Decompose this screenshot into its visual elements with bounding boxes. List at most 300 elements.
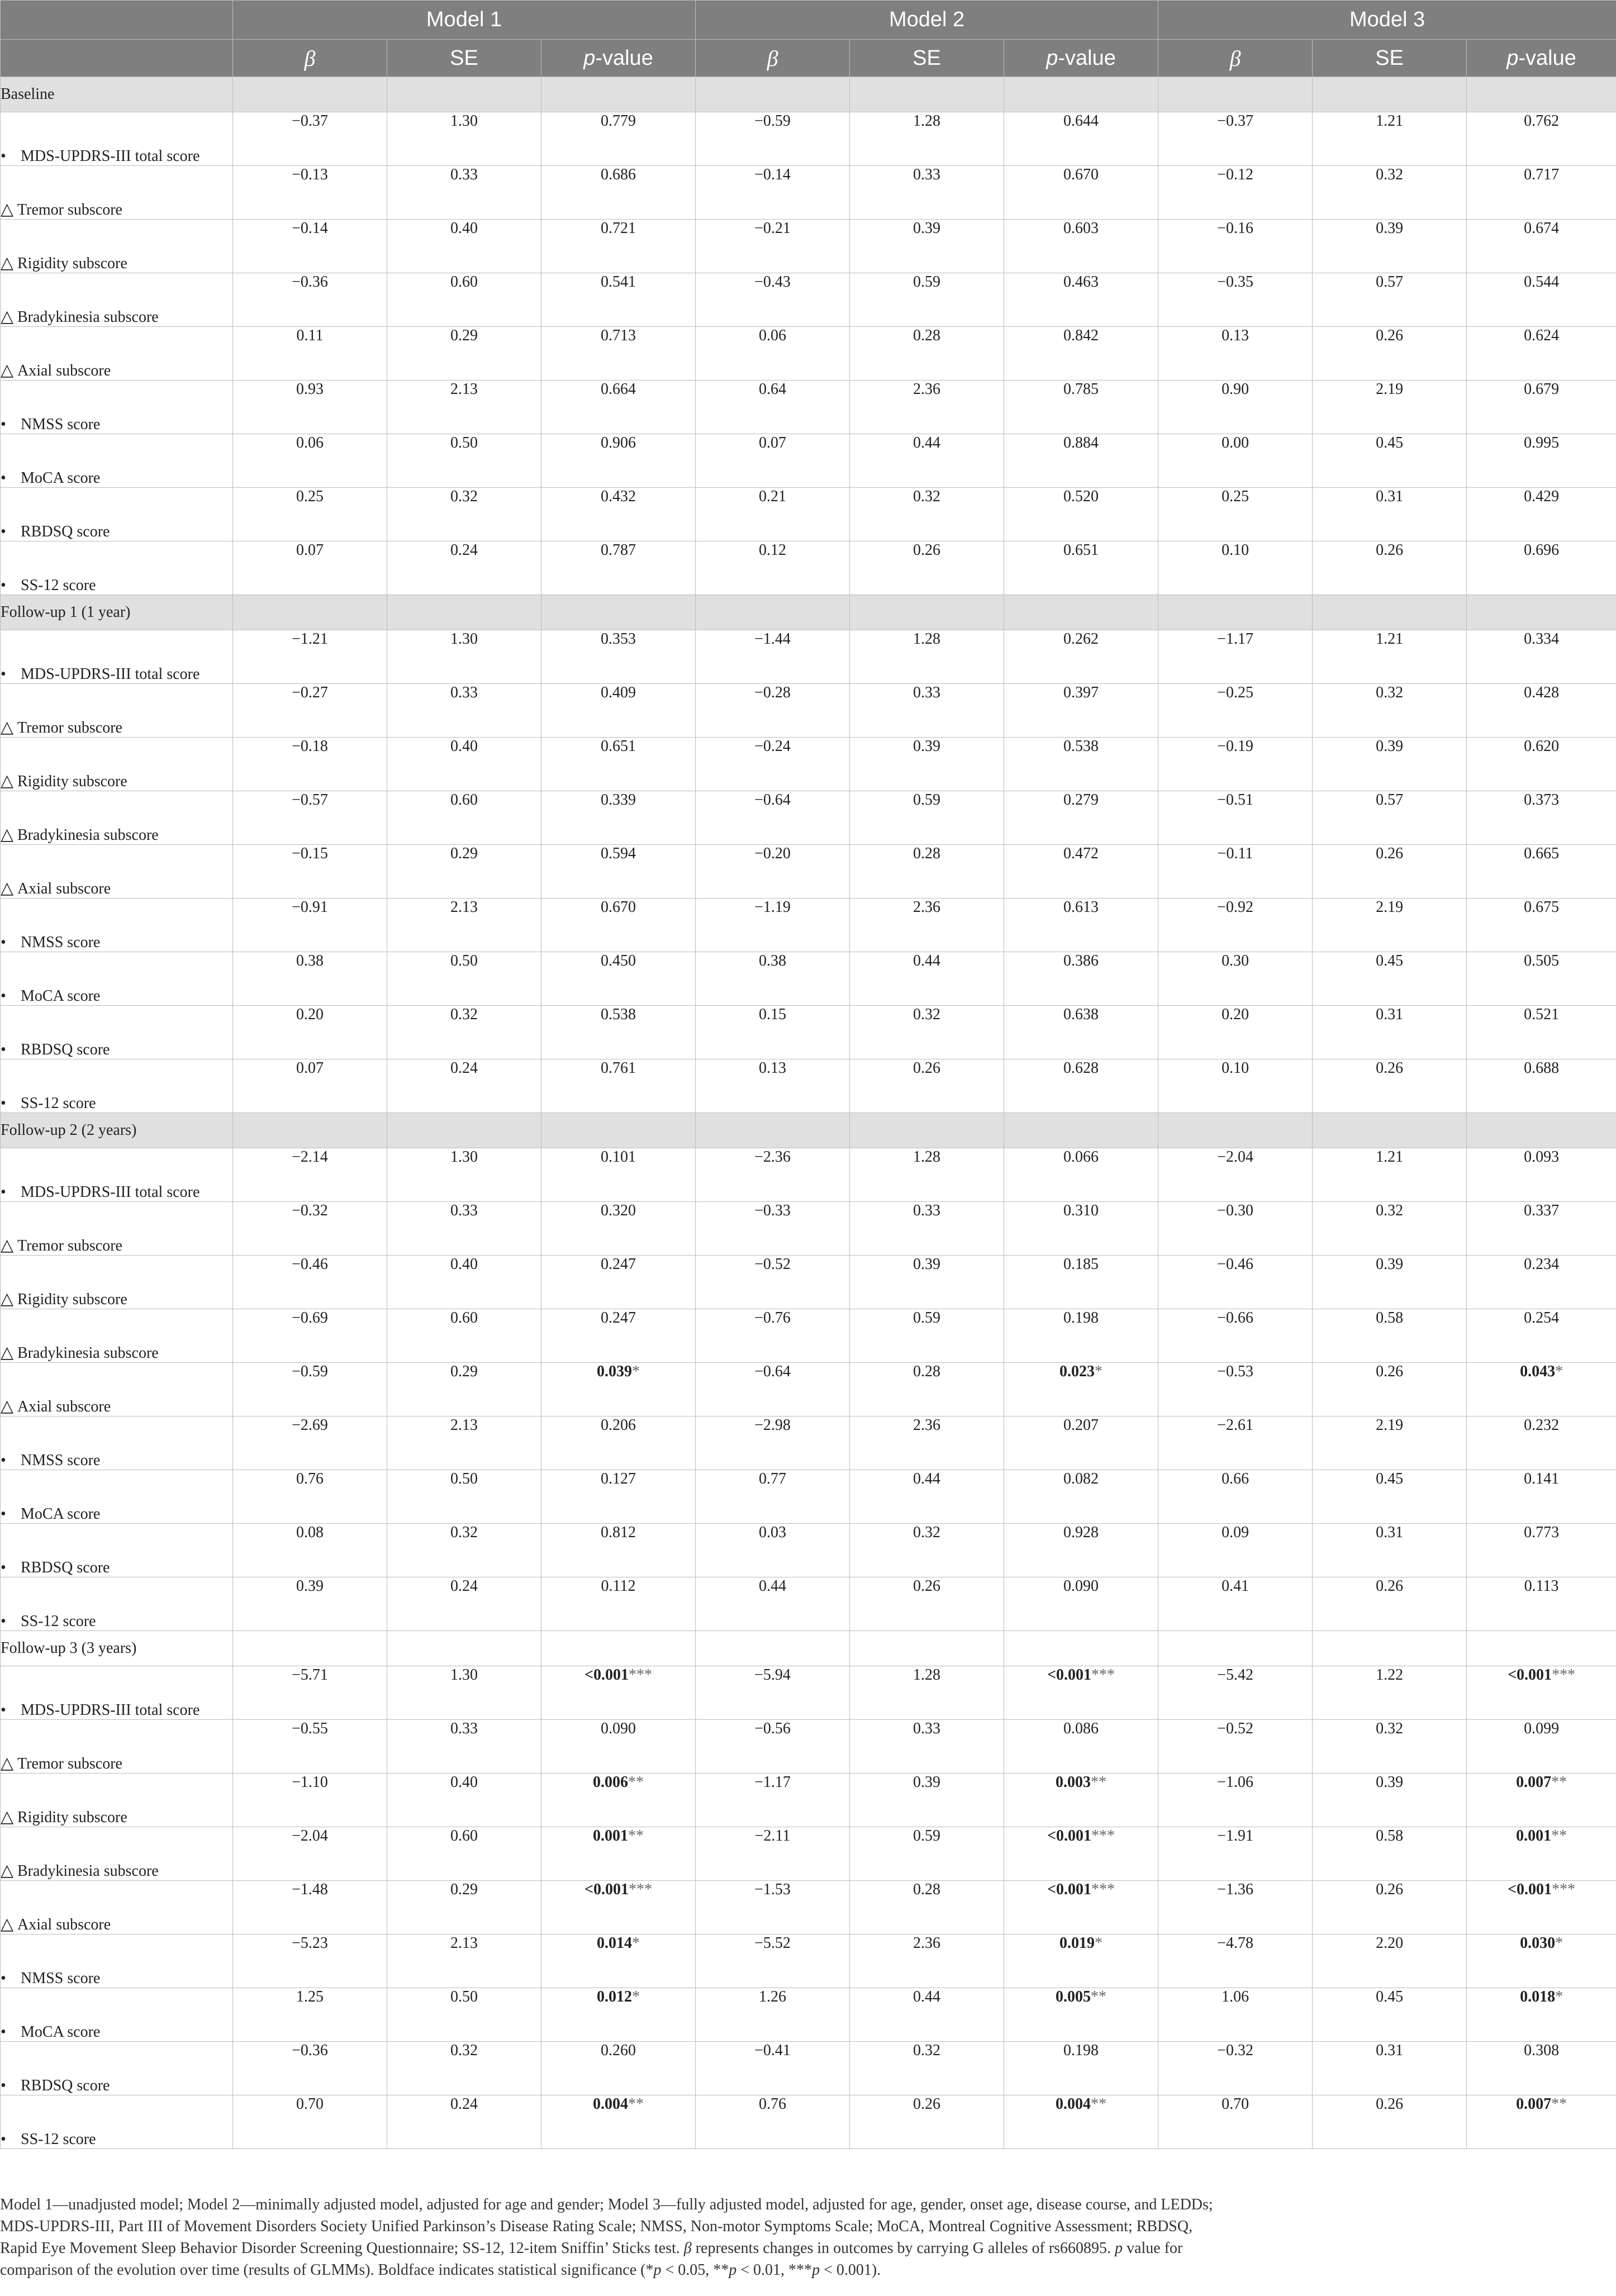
se-cell: 2.36 (850, 1416, 1004, 1470)
p-value-cell: 0.206 (541, 1416, 696, 1470)
beta-cell: 0.66 (1158, 1470, 1313, 1524)
table-row (1, 2042, 1616, 2095)
beta-cell: −1.44 (696, 630, 850, 684)
significance-stars: * (1555, 1988, 1563, 2005)
row-label (1, 791, 233, 845)
se-cell: 1.28 (850, 112, 1004, 166)
p-value-cell (541, 1827, 696, 1881)
se-cell: 2.13 (387, 899, 541, 952)
significance-stars: * (632, 1363, 640, 1380)
table-row (1, 1720, 1616, 1774)
row-label-text: Rigidity subscore (17, 773, 127, 790)
beta-cell: −1.19 (696, 899, 850, 952)
beta-cell: −0.13 (233, 166, 387, 220)
bullet-icon: • (1, 934, 6, 951)
p-value-significant: 0.004 (593, 2095, 629, 2113)
se-cell: 0.39 (1313, 1256, 1467, 1309)
significance-stars: ** (1091, 2095, 1107, 2113)
se-cell: 0.45 (1313, 1988, 1467, 2042)
triangle-icon: △ (1, 254, 14, 272)
se-cell: 0.29 (387, 1363, 541, 1416)
section-filler-cell (1313, 77, 1467, 112)
p-value-header: p-value (1004, 40, 1158, 77)
section-filler-cell (850, 1631, 1004, 1666)
table-row (1, 1006, 1616, 1059)
se-cell: 2.19 (1313, 899, 1467, 952)
se-cell: 0.24 (387, 541, 541, 595)
p-value-cell (1467, 2095, 1616, 2149)
beta-cell: 0.08 (233, 1524, 387, 1577)
p-value-cell: 0.198 (1004, 1309, 1158, 1363)
row-label (1, 1006, 233, 1059)
row-label-text: MoCA score (21, 2023, 101, 2041)
table-row (1, 1202, 1616, 1256)
beta-cell: 0.03 (696, 1524, 850, 1577)
section-filler-cell (233, 77, 387, 112)
row-label-text: RBDSQ score (21, 523, 110, 540)
row-label (1, 273, 233, 327)
row-label-text: Bradykinesia subscore (17, 308, 159, 326)
se-cell: 0.44 (850, 1988, 1004, 2042)
se-cell: 0.28 (850, 1363, 1004, 1416)
se-cell: 1.22 (1313, 1666, 1467, 1720)
se-cell: 0.44 (850, 952, 1004, 1006)
se-cell: 0.39 (1313, 1774, 1467, 1827)
p-value-cell: 0.247 (541, 1256, 696, 1309)
beta-cell: 0.10 (1158, 1059, 1313, 1113)
model-2-header: Model 2 (696, 1, 1158, 40)
row-label-text: Bradykinesia subscore (17, 1344, 159, 1362)
p-value-cell: 0.082 (1004, 1470, 1158, 1524)
p-value-cell: 0.308 (1467, 2042, 1616, 2095)
p-value-cell: 0.812 (541, 1524, 696, 1577)
beta-cell: 0.77 (696, 1470, 850, 1524)
p-value-significant: <0.001 (584, 1881, 629, 1898)
se-cell: 1.21 (1313, 630, 1467, 684)
se-cell: 0.45 (1313, 1470, 1467, 1524)
p-value-significant: <0.001 (1047, 1827, 1092, 1845)
beta-cell: −0.35 (1158, 273, 1313, 327)
section-filler-cell (233, 1113, 387, 1148)
p-value-cell: 0.113 (1467, 1577, 1616, 1631)
p-value-cell: 0.409 (541, 684, 696, 738)
row-label (1, 1416, 233, 1470)
se-cell: 0.60 (387, 1309, 541, 1363)
p-value-cell: 0.127 (541, 1470, 696, 1524)
row-label (1, 488, 233, 541)
row-label (1, 1470, 233, 1524)
se-cell: 0.24 (387, 1059, 541, 1113)
table-row (1, 1666, 1616, 1720)
significance-stars: ** (1551, 1827, 1567, 1845)
section-filler-cell (541, 595, 696, 630)
p-value-cell: 0.397 (1004, 684, 1158, 738)
triangle-icon: △ (1, 879, 14, 897)
se-cell: 0.40 (387, 220, 541, 273)
se-cell: 0.31 (1313, 1524, 1467, 1577)
beta-cell: −0.20 (696, 845, 850, 899)
beta-cell: 0.44 (696, 1577, 850, 1631)
se-cell: 1.30 (387, 1666, 541, 1720)
row-label-text: SS-12 score (21, 2131, 96, 2148)
se-cell: 0.32 (387, 1524, 541, 1577)
row-label-text: Axial subscore (17, 880, 111, 897)
se-cell: 2.36 (850, 899, 1004, 952)
beta-cell: 0.13 (696, 1059, 850, 1113)
bullet-icon: • (1, 416, 6, 433)
beta-cell: 0.06 (233, 434, 387, 488)
beta-cell: −0.56 (696, 1720, 850, 1774)
triangle-icon: △ (1, 1808, 14, 1826)
p-value-cell: 0.995 (1467, 434, 1616, 488)
section-filler-cell (1004, 1631, 1158, 1666)
table-row (1, 1934, 1616, 1988)
beta-header: β (304, 45, 316, 71)
p-value-cell: 0.101 (541, 1148, 696, 1202)
significance-stars: *** (1552, 1666, 1576, 1684)
row-label-text: RBDSQ score (21, 1041, 110, 1058)
beta-cell: 0.06 (696, 327, 850, 381)
p-value-cell: 0.603 (1004, 220, 1158, 273)
table-row (1, 1524, 1616, 1577)
table-row (1, 327, 1616, 381)
p-value-significant: 0.007 (1516, 1774, 1552, 1791)
se-cell: 0.32 (1313, 684, 1467, 738)
row-label (1, 1934, 233, 1988)
se-cell: 0.59 (850, 791, 1004, 845)
beta-cell: −0.21 (696, 220, 850, 273)
section-header-row (1, 1113, 1616, 1148)
beta-cell: 0.25 (233, 488, 387, 541)
p-value-cell: 0.320 (541, 1202, 696, 1256)
beta-cell: −0.59 (233, 1363, 387, 1416)
beta-cell: −0.30 (1158, 1202, 1313, 1256)
bullet-icon: • (1, 1183, 6, 1201)
section-filler-cell (1158, 77, 1313, 112)
beta-cell: −5.42 (1158, 1666, 1313, 1720)
p-value-cell: 0.779 (541, 112, 696, 166)
se-header: SE (387, 40, 541, 77)
p-value-cell (1004, 1666, 1158, 1720)
section-filler-cell (1004, 1113, 1158, 1148)
se-cell: 0.29 (387, 845, 541, 899)
row-label-text: MoCA score (21, 1505, 101, 1523)
section-filler-cell (1313, 1631, 1467, 1666)
se-cell: 0.32 (1313, 1202, 1467, 1256)
row-label (1, 1827, 233, 1881)
se-cell: 1.21 (1313, 112, 1467, 166)
model-header-row (1, 1, 1616, 40)
p-value-cell: 0.713 (541, 327, 696, 381)
p-value-significant: 0.006 (593, 1774, 629, 1791)
p-value-cell: 0.670 (1004, 166, 1158, 220)
p-value-cell: 0.688 (1467, 1059, 1616, 1113)
beta-cell: −2.98 (696, 1416, 850, 1470)
se-cell: 0.32 (387, 1006, 541, 1059)
se-cell: 0.33 (387, 684, 541, 738)
bullet-icon: • (1, 1505, 6, 1523)
bullet-icon: • (1, 1970, 6, 1987)
p-value-cell: 0.472 (1004, 845, 1158, 899)
p-value-cell: 0.254 (1467, 1309, 1616, 1363)
significance-stars: ** (628, 1774, 644, 1791)
triangle-icon: △ (1, 307, 14, 326)
bullet-icon: • (1, 2023, 6, 2041)
table-body (1, 77, 1616, 2149)
beta-cell: 0.30 (1158, 952, 1313, 1006)
beta-cell: −0.36 (233, 2042, 387, 2095)
se-cell: 0.32 (850, 1006, 1004, 1059)
beta-cell: 0.10 (1158, 541, 1313, 595)
beta-cell: −0.12 (1158, 166, 1313, 220)
triangle-icon: △ (1, 825, 14, 844)
se-cell: 0.33 (850, 1720, 1004, 1774)
bullet-icon: • (1, 148, 6, 165)
se-cell: 0.28 (850, 845, 1004, 899)
p-value-cell: 0.679 (1467, 381, 1616, 434)
beta-cell: −0.41 (696, 2042, 850, 2095)
beta-cell: 0.20 (233, 1006, 387, 1059)
row-label-text: Rigidity subscore (17, 255, 127, 272)
se-cell: 0.26 (1313, 2095, 1467, 2149)
p-value-cell: 0.928 (1004, 1524, 1158, 1577)
p-value-cell: 0.262 (1004, 630, 1158, 684)
section-filler-cell (387, 595, 541, 630)
table-row (1, 1774, 1616, 1827)
se-cell: 0.39 (850, 1256, 1004, 1309)
beta-cell: −0.18 (233, 738, 387, 791)
p-value-cell (1004, 1827, 1158, 1881)
table-row (1, 738, 1616, 791)
beta-cell: −0.36 (233, 273, 387, 327)
section-filler-cell (850, 1113, 1004, 1148)
triangle-icon: △ (1, 361, 14, 379)
p-value-cell (1004, 1881, 1158, 1934)
p-value-cell: 0.099 (1467, 1720, 1616, 1774)
row-label (1, 220, 233, 273)
row-label-text: RBDSQ score (21, 1559, 110, 1576)
row-label (1, 630, 233, 684)
p-value-significant: 0.004 (1056, 2095, 1091, 2113)
beta-cell: −0.14 (233, 220, 387, 273)
model-1-header: Model 1 (233, 1, 696, 40)
significance-stars: * (1555, 1934, 1563, 1952)
significance-stars: *** (1091, 1666, 1115, 1684)
triangle-icon: △ (1, 772, 14, 790)
se-cell: 0.26 (850, 1059, 1004, 1113)
se-cell: 0.50 (387, 1988, 541, 2042)
p-value-cell: 0.247 (541, 1309, 696, 1363)
p-value-significant: 0.030 (1520, 1934, 1556, 1952)
se-cell: 0.33 (850, 166, 1004, 220)
se-cell: 0.32 (1313, 166, 1467, 220)
row-label (1, 541, 233, 595)
row-label (1, 1309, 233, 1363)
p-value-cell: 0.644 (1004, 112, 1158, 166)
bullet-icon: • (1, 523, 6, 540)
beta-cell: 0.07 (696, 434, 850, 488)
p-value-significant: 0.039 (597, 1363, 633, 1380)
se-cell: 0.31 (1313, 488, 1467, 541)
beta-cell: −0.53 (1158, 1363, 1313, 1416)
table-row (1, 488, 1616, 541)
p-value-significant: 0.001 (593, 1827, 629, 1845)
section-filler-cell (387, 1113, 541, 1148)
table-row (1, 1577, 1616, 1631)
p-value-cell: 0.538 (1004, 738, 1158, 791)
section-filler-cell (850, 595, 1004, 630)
row-label (1, 2042, 233, 2095)
p-value-cell: 0.670 (541, 899, 696, 952)
beta-cell: 0.38 (233, 952, 387, 1006)
p-value-header: p-value (541, 40, 696, 77)
bullet-icon: • (1, 1559, 6, 1576)
se-cell: 0.26 (1313, 1577, 1467, 1631)
p-value-cell: 0.373 (1467, 791, 1616, 845)
table-row (1, 1309, 1616, 1363)
p-value-cell: 0.762 (1467, 112, 1616, 166)
section-filler-cell (1313, 1113, 1467, 1148)
se-cell: 0.24 (387, 2095, 541, 2149)
row-label (1, 1202, 233, 1256)
row-label (1, 1363, 233, 1416)
beta-header: β (1229, 45, 1241, 71)
p-value-cell: 0.090 (1004, 1577, 1158, 1631)
se-cell: 0.50 (387, 1470, 541, 1524)
section-filler-cell (1467, 1631, 1616, 1666)
row-label (1, 1524, 233, 1577)
beta-cell: 0.21 (696, 488, 850, 541)
beta-cell: −0.24 (696, 738, 850, 791)
p-value-cell: 0.638 (1004, 1006, 1158, 1059)
row-label-text: MoCA score (21, 987, 101, 1005)
p-value-significant: 0.005 (1056, 1988, 1091, 2005)
significance-stars: ** (1551, 1774, 1567, 1791)
triangle-icon: △ (1, 1397, 14, 1415)
se-cell: 0.28 (850, 1881, 1004, 1934)
p-value-cell: 0.773 (1467, 1524, 1616, 1577)
beta-cell: −5.94 (696, 1666, 850, 1720)
p-value-cell: 0.339 (541, 791, 696, 845)
beta-cell: −5.23 (233, 1934, 387, 1988)
se-cell: 0.60 (387, 273, 541, 327)
significance-stars: ** (1091, 1774, 1107, 1791)
section-header-row (1, 77, 1616, 112)
row-label-text: Tremor subscore (17, 719, 122, 736)
beta-header: β (767, 45, 778, 71)
bullet-icon: • (1, 665, 6, 683)
significance-stars: *** (1091, 1827, 1115, 1845)
row-label-text: MDS-UPDRS-III total score (21, 1701, 200, 1719)
table-row (1, 112, 1616, 166)
p-value-significant: <0.001 (1508, 1881, 1552, 1898)
table-row (1, 434, 1616, 488)
p-value-cell: 0.624 (1467, 327, 1616, 381)
triangle-icon: △ (1, 1754, 14, 1772)
p-value-cell: 0.086 (1004, 1720, 1158, 1774)
p-value-cell: 0.066 (1004, 1148, 1158, 1202)
beta-cell: −1.21 (233, 630, 387, 684)
section-filler-cell (1004, 77, 1158, 112)
row-label-text: SS-12 score (21, 1095, 96, 1112)
p-value-cell: 0.842 (1004, 327, 1158, 381)
row-label-text: Tremor subscore (17, 201, 122, 218)
se-cell: 0.44 (850, 434, 1004, 488)
section-filler-cell (1158, 1631, 1313, 1666)
se-cell: 0.40 (387, 738, 541, 791)
se-cell: 0.32 (850, 2042, 1004, 2095)
beta-cell: −4.78 (1158, 1934, 1313, 1988)
se-cell: 0.32 (387, 2042, 541, 2095)
section-filler-cell (696, 1113, 850, 1148)
footnote-line: MDS-UPDRS-III, Part III of Movement Disorders Society Unified Parkinson’s Disease Rating Scale; NMSS, Non-motor Symptoms Scale; MoCA, Montreal Cognitive Assessment; RBDSQ, (0, 2218, 1193, 2235)
significance-stars: ** (1091, 1988, 1107, 2005)
section-title: Follow-up 2 (2 years) (1, 1113, 233, 1148)
beta-cell: −2.61 (1158, 1416, 1313, 1470)
table-row (1, 1148, 1616, 1202)
row-label (1, 738, 233, 791)
se-cell: 0.39 (1313, 738, 1467, 791)
se-cell: 0.50 (387, 434, 541, 488)
section-title: Baseline (1, 77, 233, 112)
p-value-cell: 0.785 (1004, 381, 1158, 434)
row-label (1, 1720, 233, 1774)
row-label (1, 1988, 233, 2042)
p-value-cell (1004, 1934, 1158, 1988)
significance-stars: *** (629, 1666, 652, 1684)
row-label (1, 112, 233, 166)
row-label-text: MoCA score (21, 469, 101, 487)
beta-cell: 0.70 (233, 2095, 387, 2149)
se-cell: 0.26 (850, 1577, 1004, 1631)
se-cell: 0.29 (387, 1881, 541, 1934)
triangle-icon: △ (1, 1236, 14, 1254)
row-label (1, 327, 233, 381)
se-cell: 0.26 (850, 2095, 1004, 2149)
se-cell: 0.39 (1313, 220, 1467, 273)
p-value-significant: 0.019 (1059, 1934, 1095, 1952)
significance-stars: * (632, 1988, 640, 2005)
significance-stars: ** (628, 2095, 644, 2113)
p-value-cell: 0.207 (1004, 1416, 1158, 1470)
section-filler-cell (696, 1631, 850, 1666)
se-cell: 1.30 (387, 112, 541, 166)
p-value-cell: 0.620 (1467, 738, 1616, 791)
p-value-cell: 0.334 (1467, 630, 1616, 684)
triangle-icon: △ (1, 1290, 14, 1308)
table-row (1, 952, 1616, 1006)
row-label (1, 166, 233, 220)
se-cell: 0.32 (850, 1524, 1004, 1577)
p-value-significant: <0.001 (584, 1666, 629, 1684)
beta-cell: −0.64 (696, 1363, 850, 1416)
se-cell: 0.32 (850, 488, 1004, 541)
table-row (1, 1470, 1616, 1524)
significance-stars: * (1555, 1363, 1563, 1380)
beta-cell: −0.28 (696, 684, 850, 738)
section-filler-cell (1004, 595, 1158, 630)
beta-cell: 0.07 (233, 1059, 387, 1113)
beta-cell: −1.17 (1158, 630, 1313, 684)
se-cell: 0.33 (850, 1202, 1004, 1256)
se-cell: 0.39 (850, 220, 1004, 273)
beta-cell: 0.15 (696, 1006, 850, 1059)
beta-cell: 1.25 (233, 1988, 387, 2042)
beta-cell: −0.91 (233, 899, 387, 952)
p-value-cell (1467, 1934, 1616, 1988)
se-header: SE (850, 40, 1004, 77)
row-label (1, 381, 233, 434)
